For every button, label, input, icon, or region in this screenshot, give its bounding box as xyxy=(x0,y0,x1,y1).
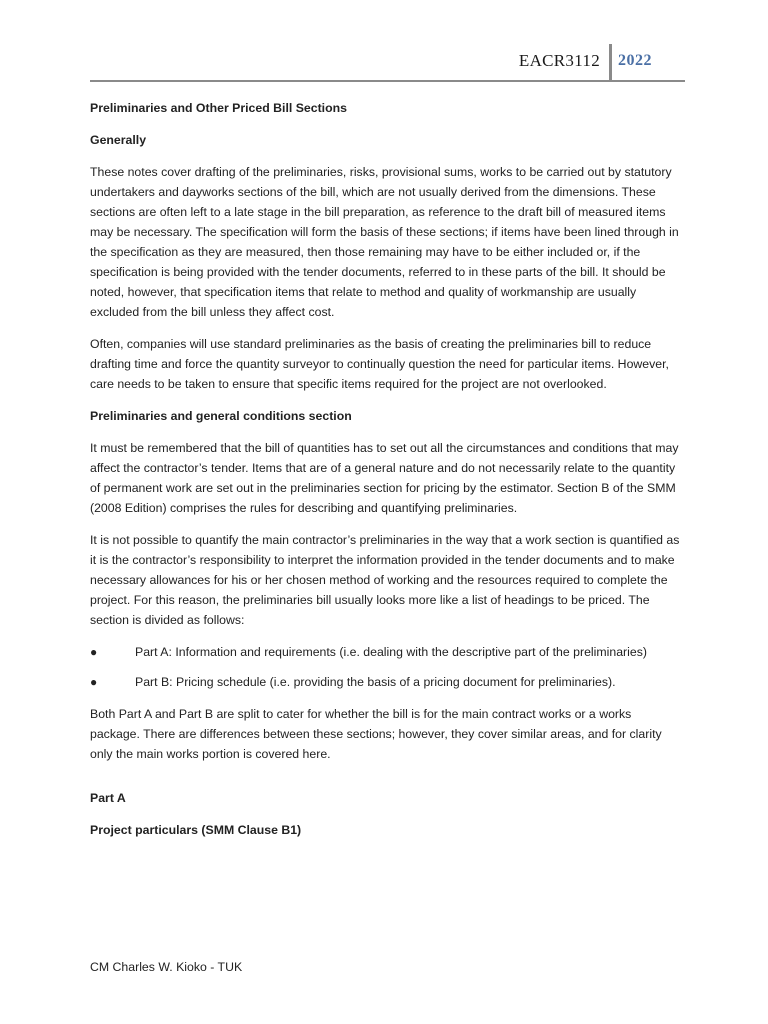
spacer xyxy=(90,776,680,788)
paragraph-2: Often, companies will use standard preliminaries as the basis of creating the preliminaries bill to reduce drafting time and force the quantity surveyor to continually question the need for particular items. However, care needs to be taken to ensure that specific items required for the project are not overlooked. xyxy=(90,337,669,391)
header-year: 2022 xyxy=(618,52,652,69)
bullet-icon: ● xyxy=(90,675,98,689)
paragraph-3: It must be remembered that the bill of quantities has to set out all the circumstances and conditions that may affect the contractor’s tender. Items that are of a general nature and do not necessarily relate to the quantity of permanent work are set out in the preliminaries section for pricing by the estimator. Section B of the SMM (2008 Edition) comprises the rules for describing and quantifying preliminaries. xyxy=(90,441,679,515)
paragraph-5: Both Part A and Part B are split to cater for whether the bill is for the main contract works or a works package. There are differences between these sections; however, they cover similar areas, and for clarity only the main works portion is covered here. xyxy=(90,707,662,761)
document-title: Preliminaries and Other Priced Bill Sections xyxy=(90,101,347,115)
paragraph-1: These notes cover drafting of the preliminaries, risks, provisional sums, works to be carried out by statutory undertakers and dayworks sections of the bill, which are not usually derived from the dimensions. These sections are often left to a late stage in the bill preparation, as reference to the draft bill of measured items may be necessary. The specification will form the basis of these sections; if items have been lined through in the specification as they are measured, then those remaining may have to be either included or, if the specification is being provided with the tender documents, referred to in these parts of the bill. It should be noted, however, that specification items that relate to method and quality of workmanship are usually excluded from the bill unless they affect cost. xyxy=(90,165,679,319)
section-heading-generally: Generally xyxy=(90,133,147,147)
list-item xyxy=(90,672,680,692)
course-code: EACR3112 xyxy=(518,51,600,70)
bullet-icon: ● xyxy=(90,645,98,659)
list-item-text: Part A: Information and requirements (i.e. dealing with the descriptive part of the preliminaries) xyxy=(135,645,647,659)
page-header xyxy=(90,44,685,82)
section-heading-project-particulars: Project particulars (SMM Clause B1) xyxy=(90,823,302,837)
header-divider xyxy=(609,44,612,80)
page-footer: CM Charles W. Kioko - TUK xyxy=(90,960,243,974)
section-heading-preliminaries: Preliminaries and general conditions section xyxy=(90,409,352,423)
list-item xyxy=(90,642,680,662)
header-rule xyxy=(90,80,685,82)
section-heading-part-a: Part A xyxy=(90,791,126,805)
bullet-list xyxy=(90,642,680,692)
document-body xyxy=(90,98,680,852)
paragraph-4: It is not possible to quantify the main contractor’s preliminaries in the way that a work section is quantified as it is the contractor’s responsibility to interpret the information provided in the tender documents and to make necessary allowances for his or her chosen method of working and the resources required to complete the project. For this reason, the preliminaries bill usually looks more like a list of headings to be priced. The section is divided as follows: xyxy=(90,533,680,627)
list-item-text: Part B: Pricing schedule (i.e. providing the basis of a pricing document for preliminaries). xyxy=(135,675,616,689)
